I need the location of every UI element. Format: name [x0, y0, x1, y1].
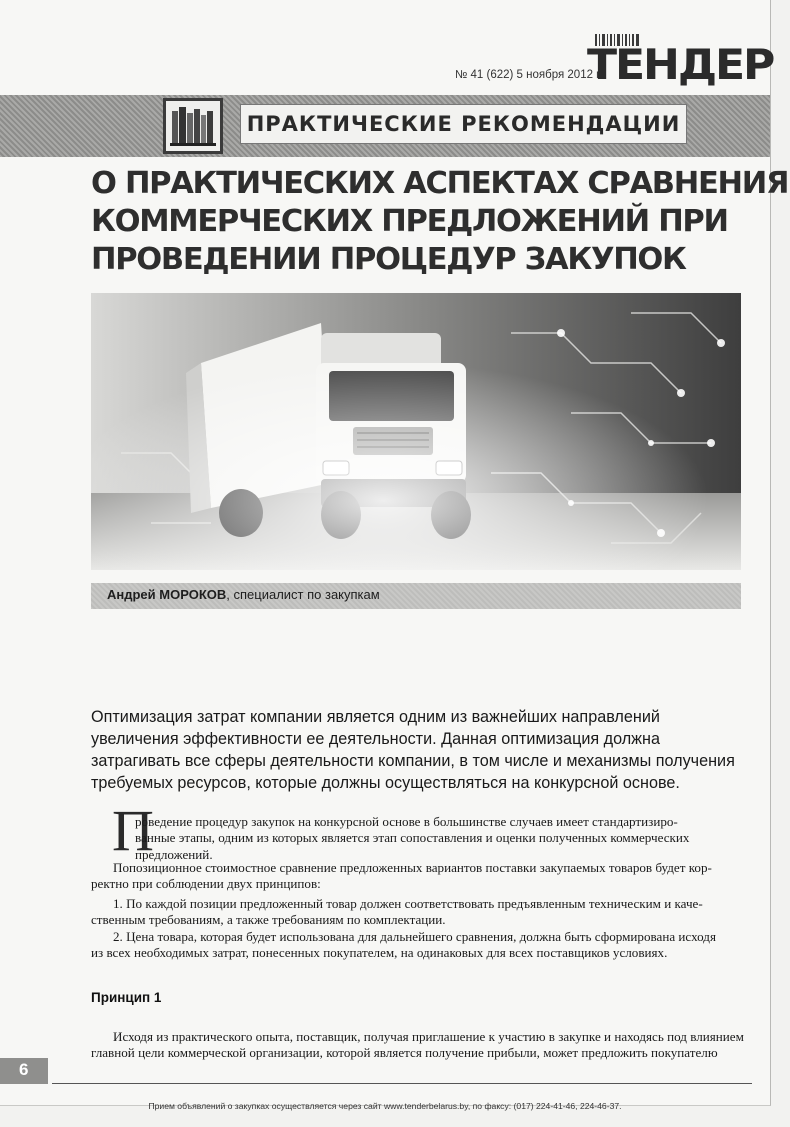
lead-line: требуемых ресурсов, которые должны осуществляться на конкурсной основе.: [91, 774, 680, 792]
headline-line: КОММЕРЧЕСКИХ ПРЕДЛОЖЕНИЙ ПРИ: [91, 204, 728, 239]
text-line: 1. По каждой позиции предложенный товар должен соответствовать предъявленным техническим и каче-: [113, 896, 703, 911]
principle-heading: Принцип 1: [91, 990, 162, 1005]
article-lead: [91, 706, 751, 794]
text-line: ректно при соблюдении двух принципов:: [91, 876, 321, 892]
logo-wordmark: ТЕНДЕР: [587, 40, 774, 89]
lead-line: Оптимизация затрат компании является одним из важнейших направлений: [91, 708, 660, 726]
author-byline: [107, 587, 380, 602]
text-line: Исходя из практического опыта, поставщик, получая приглашение к участию в закупке и находясь под влиянием: [113, 1029, 744, 1044]
page-number: 6: [19, 1060, 29, 1079]
books-icon: [163, 98, 223, 154]
author-role: , специалист по закупкам: [226, 587, 380, 602]
text-line: Попозиционное стоимостное сравнение предложенных вариантов поставки закупаемых товаров будет кор-: [113, 860, 712, 875]
lead-line: увеличения эффективности ее деятельности. Данная оптимизация должна: [91, 730, 660, 748]
text-line: ственным требованиям, а также требованиям по комплектации.: [91, 912, 446, 928]
text-line: из всех необходимых затрат, понесенных покупателем, на одинаковых для всех поставщиков условиях.: [91, 945, 668, 961]
headline-line: О ПРАКТИЧЕСКИХ АСПЕКТАХ СРАВНЕНИЯ: [91, 166, 789, 201]
section-title: ПРАКТИЧЕСКИЕ РЕКОМЕНДАЦИИ: [246, 112, 681, 136]
list-item: [91, 896, 741, 929]
truck-photo: [91, 293, 741, 570]
page-footer: Прием объявлений о закупках осуществляется через сайт www.tenderbelarus.by, по факсу: (017) 224-41-46, 224-46-37.: [148, 1101, 622, 1111]
issue-line: № 41 (622) 5 ноября 2012 г.: [455, 69, 603, 81]
lead-line: затрагивать все сферы деятельности компании, в том числе и механизмы получения: [91, 752, 735, 770]
section-title-box: [240, 104, 687, 144]
paragraph-intro: [91, 814, 741, 863]
author-name: Андрей МОРОКОВ: [107, 587, 227, 602]
list-item: [91, 929, 741, 962]
paragraph-principles: [91, 860, 741, 893]
text-line: главной цели коммерческой организации, которой является получение прибыли, может предложить покупателю: [91, 1045, 718, 1061]
footer-rule: [52, 1083, 752, 1084]
article-headline: [91, 165, 789, 279]
drop-cap: П: [112, 798, 154, 863]
text-line: ванные этапы, одним из которых является этап сопоставления и оценки полученных коммерческих: [135, 830, 690, 846]
text-line: роведение процедур закупок на конкурсной основе в большинстве случаев имеет стандартизиро-: [135, 814, 678, 829]
page-number-box: [0, 1058, 48, 1084]
tender-logo: [583, 32, 774, 90]
headline-line: ПРОВЕДЕНИИ ПРОЦЕДУР ЗАКУПОК: [91, 242, 686, 277]
text-line: 2. Цена товара, которая будет использована для дальнейшего сравнения, должна быть сформирована исходя: [113, 929, 716, 944]
text-line: предложений.: [135, 846, 213, 862]
paragraph-principle-1: [91, 1029, 744, 1062]
